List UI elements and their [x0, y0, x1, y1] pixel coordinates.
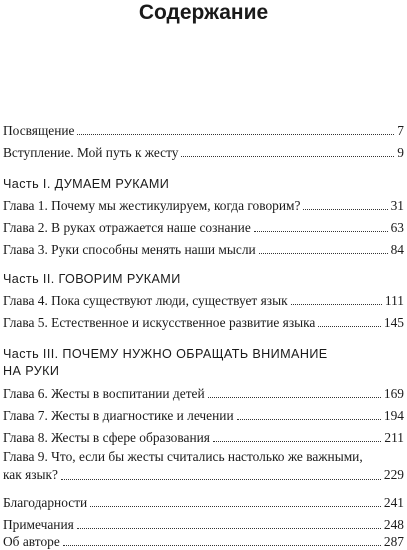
toc-entry-introduction[interactable] — [3, 143, 404, 161]
toc-entry-page: 145 — [383, 315, 404, 330]
toc-entry-page: 194 — [383, 408, 404, 423]
dot-leader — [90, 506, 381, 507]
toc-entry-page: 169 — [383, 386, 404, 401]
toc-entry-page: 211 — [384, 430, 404, 445]
dot-leader — [208, 397, 381, 398]
toc-entry-about-author[interactable] — [3, 532, 404, 550]
toc-entry-page: 63 — [390, 220, 404, 235]
dot-leader — [61, 479, 381, 480]
dot-leader — [254, 231, 388, 232]
toc-entry-title: Глава 4. Пока существуют люди, существует язык — [3, 293, 288, 308]
toc-entry-chapter[interactable] — [3, 406, 404, 424]
toc-entry-page: 9 — [397, 145, 404, 160]
dot-leader — [259, 253, 388, 254]
dot-leader — [77, 528, 381, 529]
dot-leader — [237, 419, 381, 420]
dot-leader — [303, 209, 387, 210]
toc-entry-title: Примечания — [3, 517, 74, 532]
part-heading: Часть II. ГОВОРИМ РУКАМИ — [3, 272, 181, 286]
toc-entry-title-line: как язык? — [3, 467, 58, 482]
toc-entry-chapter[interactable] — [3, 196, 404, 214]
dot-leader — [213, 441, 381, 442]
toc-entry-title: Глава 8. Жесты в сфере образования — [3, 430, 210, 445]
toc-entry-page: 84 — [390, 242, 404, 257]
part-heading-line: Часть III. ПОЧЕМУ НУЖНО ОБРАЩАТЬ ВНИМАНИЕ — [3, 347, 328, 361]
toc-entry-title-line: Глава 9. Что, если бы жесты считались настолько же важными, — [3, 449, 363, 464]
page-title: Содержание — [138, 1, 269, 24]
toc-entry-chapter[interactable] — [3, 384, 404, 402]
toc-entry-title: Глава 2. В руках отражается наше сознание — [3, 220, 251, 235]
part-heading — [3, 346, 403, 380]
toc-entry-title: Глава 5. Естественное и искусственное развитие языка — [3, 315, 316, 330]
toc-entry-page: 229 — [383, 467, 404, 482]
toc-entry-title: Об авторе — [3, 534, 60, 549]
part-heading: Часть I. ДУМАЕМ РУКАМИ — [3, 177, 170, 191]
toc-entry-title: Благодарности — [3, 495, 88, 510]
toc-entry-title: Посвящение — [3, 123, 75, 138]
toc-entry-page: 31 — [390, 198, 404, 213]
toc-entry-title: Вступление. Мой путь к жесту — [3, 145, 179, 160]
part-heading-line: НА РУКИ — [3, 364, 60, 378]
toc-entry-chapter[interactable] — [3, 313, 404, 331]
toc-entry-page: 7 — [397, 123, 404, 138]
toc-entry-page: 248 — [383, 517, 404, 532]
dot-leader — [63, 545, 381, 546]
dot-leader — [181, 156, 394, 157]
toc-entry-page: 287 — [383, 534, 404, 549]
toc-entry-chapter[interactable] — [3, 291, 404, 309]
dot-leader — [291, 304, 382, 305]
dot-leader — [77, 134, 394, 135]
dot-leader — [318, 326, 381, 327]
toc-entry-chapter[interactable] — [3, 218, 404, 236]
toc-entry-page: 111 — [384, 293, 404, 308]
toc-entry-title: Глава 7. Жесты в диагностике и лечении — [3, 408, 234, 423]
toc-entry-dedication[interactable] — [3, 121, 404, 139]
toc-entry-notes[interactable] — [3, 515, 404, 533]
toc-entry-title: Глава 1. Почему мы жестикулируем, когда говорим? — [3, 198, 301, 213]
toc-entry-chapter[interactable] — [3, 448, 404, 484]
toc-entry-page: 241 — [383, 495, 404, 510]
toc-entry-title: Глава 3. Руки способны менять наши мысли — [3, 242, 256, 257]
toc-entry-acknowledgements[interactable] — [3, 493, 404, 511]
toc-entry-chapter[interactable] — [3, 428, 404, 446]
toc-entry-chapter[interactable] — [3, 240, 404, 258]
toc-entry-title: Глава 6. Жесты в воспитании детей — [3, 386, 205, 401]
